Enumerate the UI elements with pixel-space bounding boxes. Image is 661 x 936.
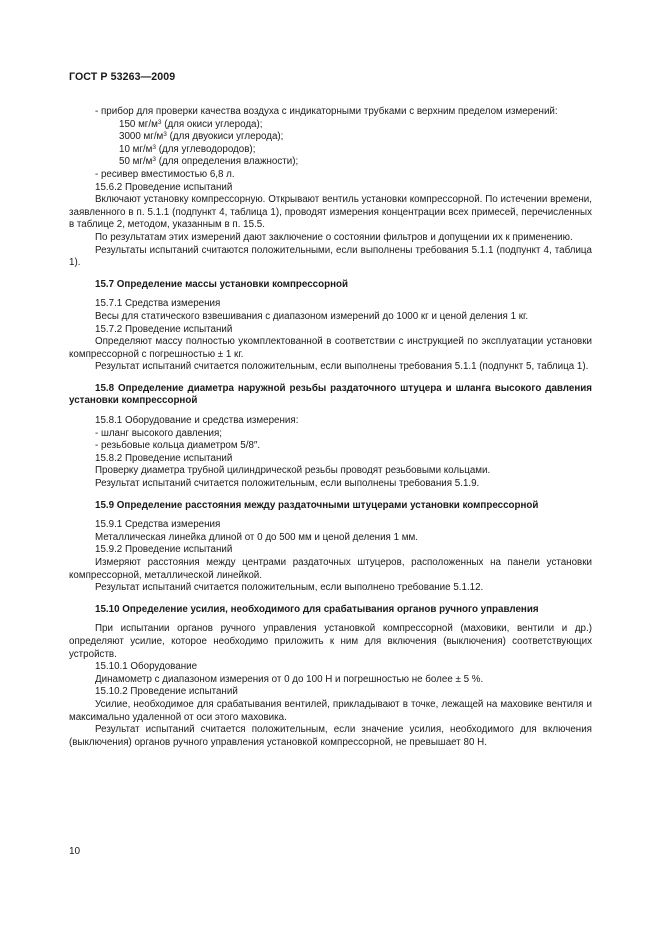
tube-item: 50 $мг/м^3$ (для определения влажности); [119, 156, 299, 168]
subsection-15-8-2: 15.8.2 Проведение испытаний [95, 452, 233, 464]
section-heading-15-8: 15.8 Определение диаметра наружной резьбы раздаточного штуцера и шланга высокого давления установки компрессорной [69, 382, 592, 407]
tube-item: 10 $мг/м^3$ (для углеводородов); [119, 143, 256, 155]
subsection-15-8-1: 15.8.1 Оборудование и средства измерения: [95, 415, 299, 427]
paragraph: Усилие, необходимое для срабатывания вентилей, прикладывают в точке, лежащей на маховике вентиля и максимально удаленной от оси этого маховика. [69, 698, 592, 723]
paragraph: Определяют массу полностью укомплектованной в соответствии с инструкцией по эксплуатации установки компрессорной с погрешностью ± 1 кг. [69, 336, 592, 360]
subsection-15-9-1: 15.9.1 Средства измерения [95, 519, 221, 531]
page-content [69, 106, 592, 749]
subsection-15-9-2: 15.9.2 Проведение испытаний [95, 544, 233, 556]
subsection-15-10-2: 15.10.2 Проведение испытаний [95, 686, 238, 698]
subsection-15-6-2: 15.6.2 Проведение испытаний [95, 181, 233, 193]
paragraph: Металлическая линейка длиной от 0 до 500 мм и ценой деления 1 мм. [95, 531, 418, 543]
paragraph: Результат испытаний считается положительным, если выполнены требования 5.1.1 (подпункт 5, таблица 1). [95, 361, 589, 373]
standard-header: ГОСТ Р 53263—2009 [69, 71, 176, 83]
section-heading-15-9: 15.9 Определение расстояния между раздаточными штуцерами установки компрессорной [95, 499, 539, 511]
subsection-15-10-1: 15.10.1 Оборудование [95, 661, 198, 673]
list-item: - шланг высокого давления; [95, 427, 223, 439]
paragraph: Весы для статического взвешивания с диапазоном измерений до 1000 кг и ценой деления 1 кг. [95, 310, 529, 322]
paragraph: Измеряют расстояния между центрами раздаточных штуцеров, расположенных на панели установки компрессорной, металлической линейкой. [69, 557, 592, 581]
paragraph: Результат испытаний считается положительным, если выполнено требование 5.1.12. [95, 582, 484, 594]
instrument-intro: - прибор для проверки качества воздуха с индикаторными трубками с верхним пределом измерений: [95, 106, 558, 117]
paragraph: Включают установку компрессорную. Открывают вентиль установки компрессорной. По истечении времени, заявленного в п. 5.1.1 (подпункт 4, таблица 1), проводят измерения концентрации всех примесей, перечисленных в таблице 2, методом, указанным в п. 15.5. [69, 194, 592, 231]
paragraph: Динамометр с диапазоном измерения от 0 до 100 Н и погрешностью не более ± 5 %. [95, 673, 484, 685]
subsection-15-7-1: 15.7.1 Средства измерения [95, 298, 221, 310]
tube-item: 150 $мг/м^3$ (для окиси углерода); [119, 118, 263, 130]
page-number: 10 [69, 846, 81, 857]
paragraph: Проверку диаметра трубной цилиндрической резьбы проводят резьбовыми кольцами. [95, 465, 491, 477]
paragraph: Результаты испытаний считаются положительными, если выполнены требования 5.1.1 (подпункт 4, таблица 1). [69, 244, 592, 269]
section-heading-15-7: 15.7 Определение массы установки компрессорной [95, 278, 348, 290]
paragraph: При испытании органов ручного управления установкой компрессорной (маховики, вентили и др.) определяют усилие, которое необходимо приложить к ним для включения (выключения) соответствующих устройств. [69, 623, 592, 660]
paragraph: Результат испытаний считается положительным, если выполнены требования 5.1.9. [95, 478, 480, 490]
receiver-item: - ресивер вместимостью 6,8 л. [95, 168, 235, 180]
list-item: - резьбовые кольца диаметром 5/8″. [95, 440, 261, 452]
paragraph: По результатам этих измерений дают заключение о состоянии фильтров и допущении их к применению. [95, 231, 573, 243]
paragraph: Результат испытаний считается положительным, если значение усилия, необходимого для включения (выключения) органов ручного управления установкой компрессорной, не превышает 80 Н. [69, 724, 592, 748]
tube-item: 3000 $мг/м^3$ (для двуокиси углерода); [119, 131, 284, 143]
section-heading-15-10: 15.10 Определение усилия, необходимого для срабатывания органов ручного управления [95, 603, 539, 615]
subsection-15-7-2: 15.7.2 Проведение испытаний [95, 323, 233, 335]
